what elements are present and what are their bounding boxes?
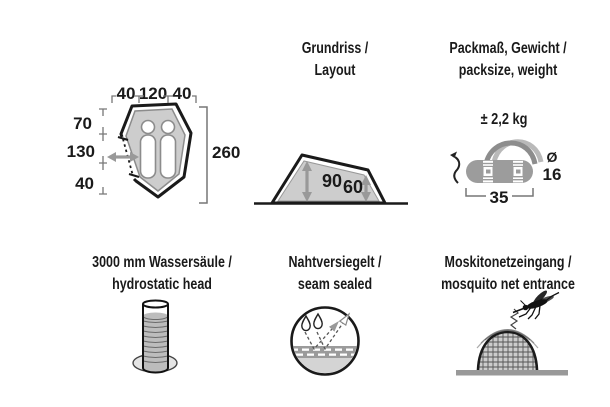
mosquito-title-en: mosquito net entrance: [441, 276, 575, 293]
weight-label: ± 2,2 kg: [480, 111, 528, 128]
diameter-symbol: Ø: [546, 149, 558, 165]
water-column-icon: [118, 297, 202, 381]
left-dim-ticks: [99, 109, 107, 194]
height-90-label: 90: [322, 171, 343, 191]
tent-profile-diagram: [250, 125, 412, 207]
seam-title: [265, 252, 405, 296]
hydrostatic-title-en: hydrostatic head: [112, 276, 212, 293]
seam-sealed-icon: [289, 305, 361, 377]
dim-120: 120: [138, 84, 168, 103]
floorplan-right-dim: [199, 107, 240, 203]
dim-130: 130: [66, 142, 95, 161]
diameter-value: 16: [542, 165, 562, 184]
floorplan-diagram: [58, 80, 248, 212]
floorplan-top-dims: [112, 84, 196, 103]
ground-bar: [456, 370, 568, 376]
mosquito-title-de: Moskitonetzeingang /: [444, 254, 572, 271]
dim-40-right: 40: [172, 84, 192, 103]
mosquito-net-icon: [452, 288, 572, 382]
seam-title-de: Nahtversiegelt /: [288, 254, 382, 271]
packsize-title: [438, 38, 578, 82]
bag-body: [466, 160, 533, 183]
tie-string-icon: [450, 152, 459, 184]
length-value: 35: [489, 188, 509, 207]
seam-title-en: seam sealed: [297, 276, 373, 293]
layout-title: [265, 38, 405, 82]
layout-title-en: Layout: [314, 62, 356, 79]
dim-40-depth: 40: [75, 174, 94, 193]
hydrostatic-title: [84, 252, 240, 296]
layout-title-de: Grundriss /: [301, 40, 369, 57]
packbag-diagram: [448, 135, 570, 210]
right-dim-bracket: [199, 107, 207, 203]
dim-70: 70: [73, 114, 92, 133]
dim-260: 260: [212, 143, 241, 162]
column-rim: [143, 301, 168, 308]
floorplan-left-dims: [67, 109, 107, 194]
hydrostatic-title-de: 3000 mm Wassersäule /: [92, 254, 232, 271]
height-60-label: 60: [342, 177, 364, 197]
mosquito-icon: [513, 289, 559, 319]
packsize-title-en: packsize, weight: [458, 62, 558, 79]
packsize-title-de: Packmaß, Gewicht /: [449, 40, 567, 57]
dim-40-left: 40: [116, 84, 136, 103]
